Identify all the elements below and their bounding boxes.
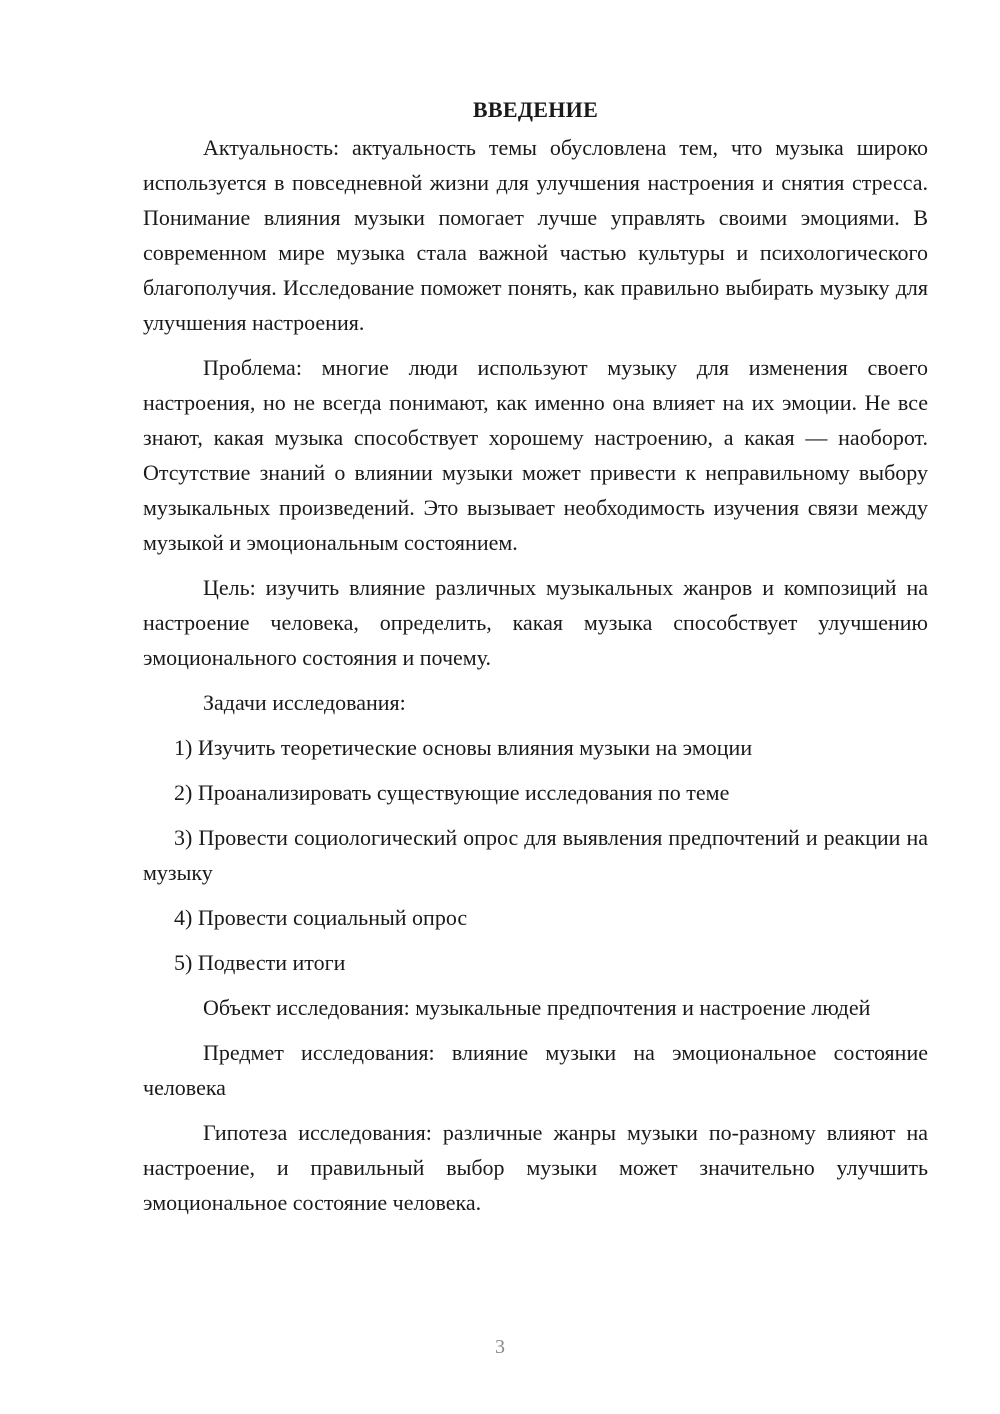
subject-paragraph: Предмет исследования: влияние музыки на эмоциональное состояние человека bbox=[143, 1040, 928, 1100]
section-title: ВВЕДЕНИЕ bbox=[472, 97, 599, 122]
task-item-1: 1) Изучить теоретические основы влияния музыки на эмоции bbox=[174, 735, 753, 760]
document-page bbox=[143, 95, 928, 1230]
hypothesis-paragraph: Гипотеза исследования: различные жанры музыки по-разному влияют на настроение, и правильный выбор музыки может значительно улучшить эмоциональное состояние человека. bbox=[143, 1120, 928, 1215]
relevance-paragraph: Актуальность: актуальность темы обусловлена тем, что музыка широко используется в повседневной жизни для улучшения настроения и снятия стресса. Понимание влияния музыки помогает лучше управлять своими эмоциями. В современном мире музыка стала важной частью культуры и психологического благополучия. Исследование поможет понять, как правильно выбирать музыку для улучшения настроения. bbox=[143, 135, 928, 335]
object-paragraph: Объект исследования: музыкальные предпочтения и настроение людей bbox=[203, 995, 871, 1020]
task-item-4: 4) Провести социальный опрос bbox=[174, 905, 468, 930]
tasks-list bbox=[143, 730, 928, 980]
problem-paragraph: Проблема: многие люди используют музыку для изменения своего настроения, но не всегда понимают, как именно она влияет на их эмоции. Не все знают, какая музыка способствует хорошему настроению, а какая — наоборот. Отсутствие знаний о влиянии музыки может привести к неправильному выбору музыкальных произведений. Это вызывает необходимость изучения связи между музыкой и эмоциональным состоянием. bbox=[143, 355, 928, 555]
task-item-3: 3) Провести социологический опрос для выявления предпочтений и реакции на музыку bbox=[143, 825, 928, 885]
task-item-5: 5) Подвести итоги bbox=[174, 950, 346, 975]
task-item-2: 2) Проанализировать существующие исследования по теме bbox=[174, 780, 730, 805]
goal-paragraph: Цель: изучить влияние различных музыкальных жанров и композиций на настроение человека, определить, какая музыка способствует улучшению эмоционального состояния и почему. bbox=[143, 575, 928, 670]
page-number: 3 bbox=[495, 1336, 505, 1358]
tasks-heading: Задачи исследования: bbox=[203, 690, 406, 715]
